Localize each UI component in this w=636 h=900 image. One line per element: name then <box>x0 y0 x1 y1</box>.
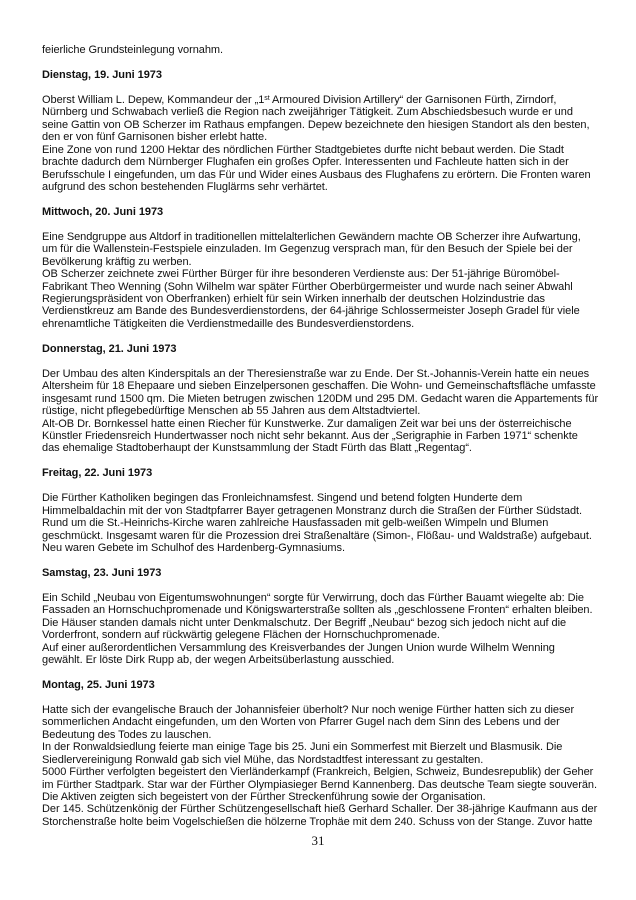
text-line: Auf einer außerordentlichen Versammlung des Kreisverbandes der Jungen Union wurde Wilhelm Wenning <box>42 641 555 654</box>
leading-paragraph-fragment: feierliche Grundsteinlegung vornahm. <box>42 44 224 56</box>
section-paragraph <box>42 94 620 194</box>
section-date-heading: Donnerstag, 21. Juni 1973 <box>42 342 177 355</box>
section-paragraph <box>42 704 620 829</box>
text-line: gewählt. Er löste Dirk Rupp ab, der wegen Arbeitsüberlastung ausschied. <box>42 654 395 667</box>
text-line: das ehemalige Stadtoberhaupt der Kunstsammlung der Stadt Fürth das Blatt „Regentag“. <box>42 442 472 455</box>
text-line: Eine Zone von rund 1200 Hektar des nördlichen Fürther Stadtgebietes durfte nicht bebaut werden. Die Stadt <box>42 143 564 156</box>
text-line: Künstler Friedensreich Hundertwasser noch nicht sehr bekannt. Aus der „Serigraphie in Farben 1971“ schenkte <box>42 429 578 442</box>
section-paragraph <box>42 368 620 455</box>
chronicle-section <box>42 343 620 455</box>
text-line: Rund um die St.-Heinrichs-Kirche waren zahlreiche Hausfassaden mit gelb-weißen Wimpeln und Blumen <box>42 517 549 530</box>
section-date-heading: Mittwoch, 20. Juni 1973 <box>42 205 164 218</box>
section-date-heading: Samstag, 23. Juni 1973 <box>42 566 162 579</box>
text-line: Siedlervereinigung Ronwald gab sich viel Mühe, das Nordstadtfest interessant zu gestalten. <box>42 753 484 766</box>
text-line: Bedeutung des Todes zu lauschen. <box>42 728 212 741</box>
chronicle-section <box>42 679 620 828</box>
text-line: seine Gattin von OB Scherzer im Rathaus empfangen. Depew bezeichnete den hiesigen Standort als den besten, <box>42 118 590 131</box>
text-line: Fabrikant Theo Wenning (Sohn Wilhelm war später Fürther Oberbürgermeister und wurde nach seiner Abwahl <box>42 280 573 293</box>
section-date-heading: Dienstag, 19. Juni 1973 <box>42 68 162 81</box>
text-line: In der Ronwaldsiedlung feierte man einige Tage bis 25. Juni ein Sommerfest mit Bierzelt und Blasmusik. Die <box>42 741 563 754</box>
section-date-heading: Montag, 25. Juni 1973 <box>42 678 155 691</box>
text-line: im Fürther Stadtpark. Star war der Fürther Olympiasieger Bernd Kannenberg. Das deutsche Team siegte souverän. <box>42 778 598 791</box>
section-date-heading: Freitag, 22. Juni 1973 <box>42 467 153 480</box>
document-content <box>42 44 620 828</box>
text-line: Altersheim für 18 Ehepaare und sieben Einzelpersonen geschaffen. Die Wohn- und Gemeinschaftsfläche umfasste <box>42 380 596 393</box>
text-line: rüstige, nicht pflegebedürftige Menschen ab 55 Jahren aus dem Altstadtviertel. <box>42 405 421 418</box>
text-line: Die Aktiven zeigten sich begeistert von der Fürther Streckenführung sowie der Organisation. <box>42 791 486 803</box>
text-line: OB Scherzer zeichnete zwei Fürther Bürger für ihre besonderen Verdienste aus: Der 51-jährige Büromöbel- <box>42 268 560 281</box>
text-line: Hatte sich der evangelische Brauch der Johannisfeier überholt? Nur noch wenige Fürther hatten sich zu dieser <box>42 703 575 716</box>
text-line: Ein Schild „Neubau von Eigentumswohnungen“ sorgte für Verwirrung, doch das Fürther Bauamt wiegelte ab: Die <box>42 591 584 604</box>
text-line: 5000 Fürther verfolgten begeistert den Vierländerkampf (Frankreich, Belgien, Schweiz, Bundesrepublik) der Geher <box>42 766 594 779</box>
text-line: geschmückt. Insgesamt waren für die Prozession drei Straßenaltäre (Simon-, Flößau- und Waldstraße) aufgebaut. <box>42 529 592 542</box>
text-line: Bevölkerung kräftig zu werben. <box>42 255 192 268</box>
chronicle-section <box>42 69 620 194</box>
text-line: Der 145. Schützenkönig der Fürther Schützengesellschaft hieß Gerhard Schaller. Der 38-jährige Kaufmann aus der <box>42 803 598 816</box>
text-line: Regierungspräsident von Oberfranken) erhielt für sein Wirken innerhalb der deutschen Holzindustrie das <box>42 293 546 305</box>
text-line: Alt-OB Dr. Bornkessel hatte einen Riecher für Kunstwerke. Zur damaligen Zeit war bei uns der österreichische <box>42 417 572 430</box>
text-line: insgesamt rund 1500 qm. Die Mieten betrugen zwischen 120DM und 295 DM. Gedacht waren die Appartements für <box>42 392 599 405</box>
section-paragraph <box>42 492 620 554</box>
sections-container <box>42 69 620 828</box>
text-line: Neu waren Gebete im Schulhof des Hardenberg-Gymnasiums. <box>42 542 345 554</box>
text-line: Oberst William L. Depew, Kommandeur der „1st Armoured Division Artillery“ der Garnisonen Fürth, Zirndorf, <box>42 93 557 106</box>
text-line: um für die Wallenstein-Festspiele einzuladen. Im Gegenzug versprach man, für den Besuch der Spiele bei der <box>42 243 573 256</box>
text-line: aufgrund des schon bestehenden Fluglärms sehr verhärtet. <box>42 180 328 193</box>
text-line: Eine Sendgruppe aus Altdorf in traditionellen mittelalterlichen Gewändern machte OB Scherzer ihre Aufwartung, <box>42 230 581 243</box>
text-line: Die Fürther Katholiken begingen das Fronleichnamsfest. Singend und betend folgten Hunderte dem <box>42 492 523 505</box>
page-number: 31 <box>311 833 325 848</box>
chronicle-section <box>42 206 620 331</box>
text-line: Himmelbaldachin mit der von Stadtpfarrer Bayer getragenen Monstranz durch die Straßen der Fürther Südstadt. <box>42 504 583 517</box>
text-line: ehrenamtliche Tätigkeiten die Verdienstmedaille des Bundesverdienstordens. <box>42 317 415 330</box>
text-line: sommerlichen Andacht eingefunden, um den Worten von Pfarrer Gugel nach dem Sinn des Lebens und der <box>42 716 560 729</box>
text-line: Nürnberg und Schwabach verließ die Region nach zweijähriger Tätigkeit. Zum Abschiedsbesuch wurde er und <box>42 106 573 119</box>
chronicle-section <box>42 467 620 554</box>
text-line: Der Umbau des alten Kinderspitals an der Theresienstraße war zu Ende. Der St.-Johannis-Verein hatte ein neues <box>42 367 590 380</box>
text-line: Die Häuser standen damals nicht unter Denkmalschutz. Der Begriff „Neubau“ bezog sich jedoch nicht auf die <box>42 616 567 629</box>
text-line: Fassaden an Hornschuchpromenade und Königswarterstraße sollten als „geschlossene Fronten“ erhalten bleiben. <box>42 604 593 617</box>
section-paragraph <box>42 231 620 331</box>
text-line: Storchenstraße holte beim Vogelschießen die hölzerne Trophäe mit dem 240. Schuss von der Stange. Zuvor hatte <box>42 815 593 828</box>
text-line: Vorderfront, sondern auf rückwärtig gelegene Flächen der Hornschuchpromenade. <box>42 629 440 642</box>
section-paragraph <box>42 592 620 667</box>
text-line: den er von fünf Garnisonen bisher erlebt hatte. <box>42 131 268 144</box>
chronicle-section <box>42 567 620 667</box>
text-line: Berufsschule I eingefunden, um das Für und Wider eines Ausbaus des Flughafens zu erörtern. Die Fronten waren <box>42 168 591 181</box>
text-line: brachte dadurch dem Nürnberger Flughafen ein großes Opfer. Interessenten und Fachleute hatten sich in der <box>42 156 569 169</box>
text-line: Verdienstkreuz am Bande des Bundesverdienstordens, der 64-jährige Schlossermeister Joseph Gradel für viele <box>42 305 580 318</box>
